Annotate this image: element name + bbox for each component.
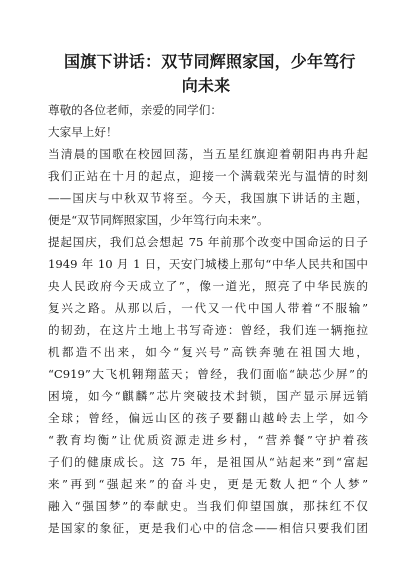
paragraph-line: ——国庆与中秋双节将至。今天，我国旗下讲话的主题，	[48, 191, 368, 205]
paragraph-line: 困境，如今“麒麟”芯片突破技术封锁，国产显示屏远销	[48, 389, 368, 403]
paragraph-line: 机都造不出来，如今“复兴号”高铁奔驰在祖国大地，	[48, 345, 368, 359]
greeting-line: 大家早上好！	[48, 125, 118, 139]
paragraph-line: 当清晨的国歌在校园回荡，当五星红旗迎着朝阳冉冉升起	[48, 147, 368, 161]
paragraph-line: 全球；曾经，偏远山区的孩子要翻山越岭去上学，如今	[48, 411, 368, 425]
paragraph-line: 央人民政府今天成立了”，像一道光，照亮了中华民族的	[48, 279, 368, 293]
paragraph-line: 是国家的象征，更是我们心中的信念——相信只要我们团	[48, 521, 368, 535]
paragraph-line: 的韧劲，在这片土地上书写奇迹：曾经，我们连一辆拖拉	[48, 323, 368, 337]
paragraph-line: 我们正站在十月的起点，迎接一个满载荣光与温情的时刻	[48, 169, 368, 183]
paragraph-line: “C919”大飞机翱翔蓝天；曾经，我们面临“缺芯少屏”的	[48, 367, 368, 381]
paragraph-line: 子们的健康成长。这 75 年，是祖国从“站起来”到“富起	[48, 455, 368, 469]
salutation-line: 尊敬的各位老师，亲爱的同学们：	[48, 103, 222, 117]
speech-title	[64, 50, 356, 98]
paragraph-line: 复兴之路。从那以后，一代又一代中国人带着“不服输”	[48, 301, 368, 315]
paragraph-line: 融入“强国梦”的奉献史。当我们仰望国旗，那抹红不仅	[48, 499, 368, 513]
title-line: 向未来	[181, 76, 231, 95]
paragraph-line: 提起国庆，我们总会想起 75 年前那个改变中国命运的日子	[48, 235, 368, 249]
paragraph-line: 便是“双节同辉照家国，少年笃行向未来”。	[48, 213, 269, 227]
paragraph-line: 1949 年 10 月 1 日，天安门城楼上那句“中华人民共和国中	[48, 257, 368, 271]
title-line: 国旗下讲话：双节同辉照家国，少年笃行	[64, 52, 356, 71]
speech-body	[48, 99, 368, 539]
paragraph-line: 来”再到“强起来”的奋斗史，更是无数人把“个人梦”	[48, 477, 368, 491]
paragraph-line: “教育均衡”让优质资源走进乡村，“营养餐”守护着孩	[48, 433, 368, 447]
